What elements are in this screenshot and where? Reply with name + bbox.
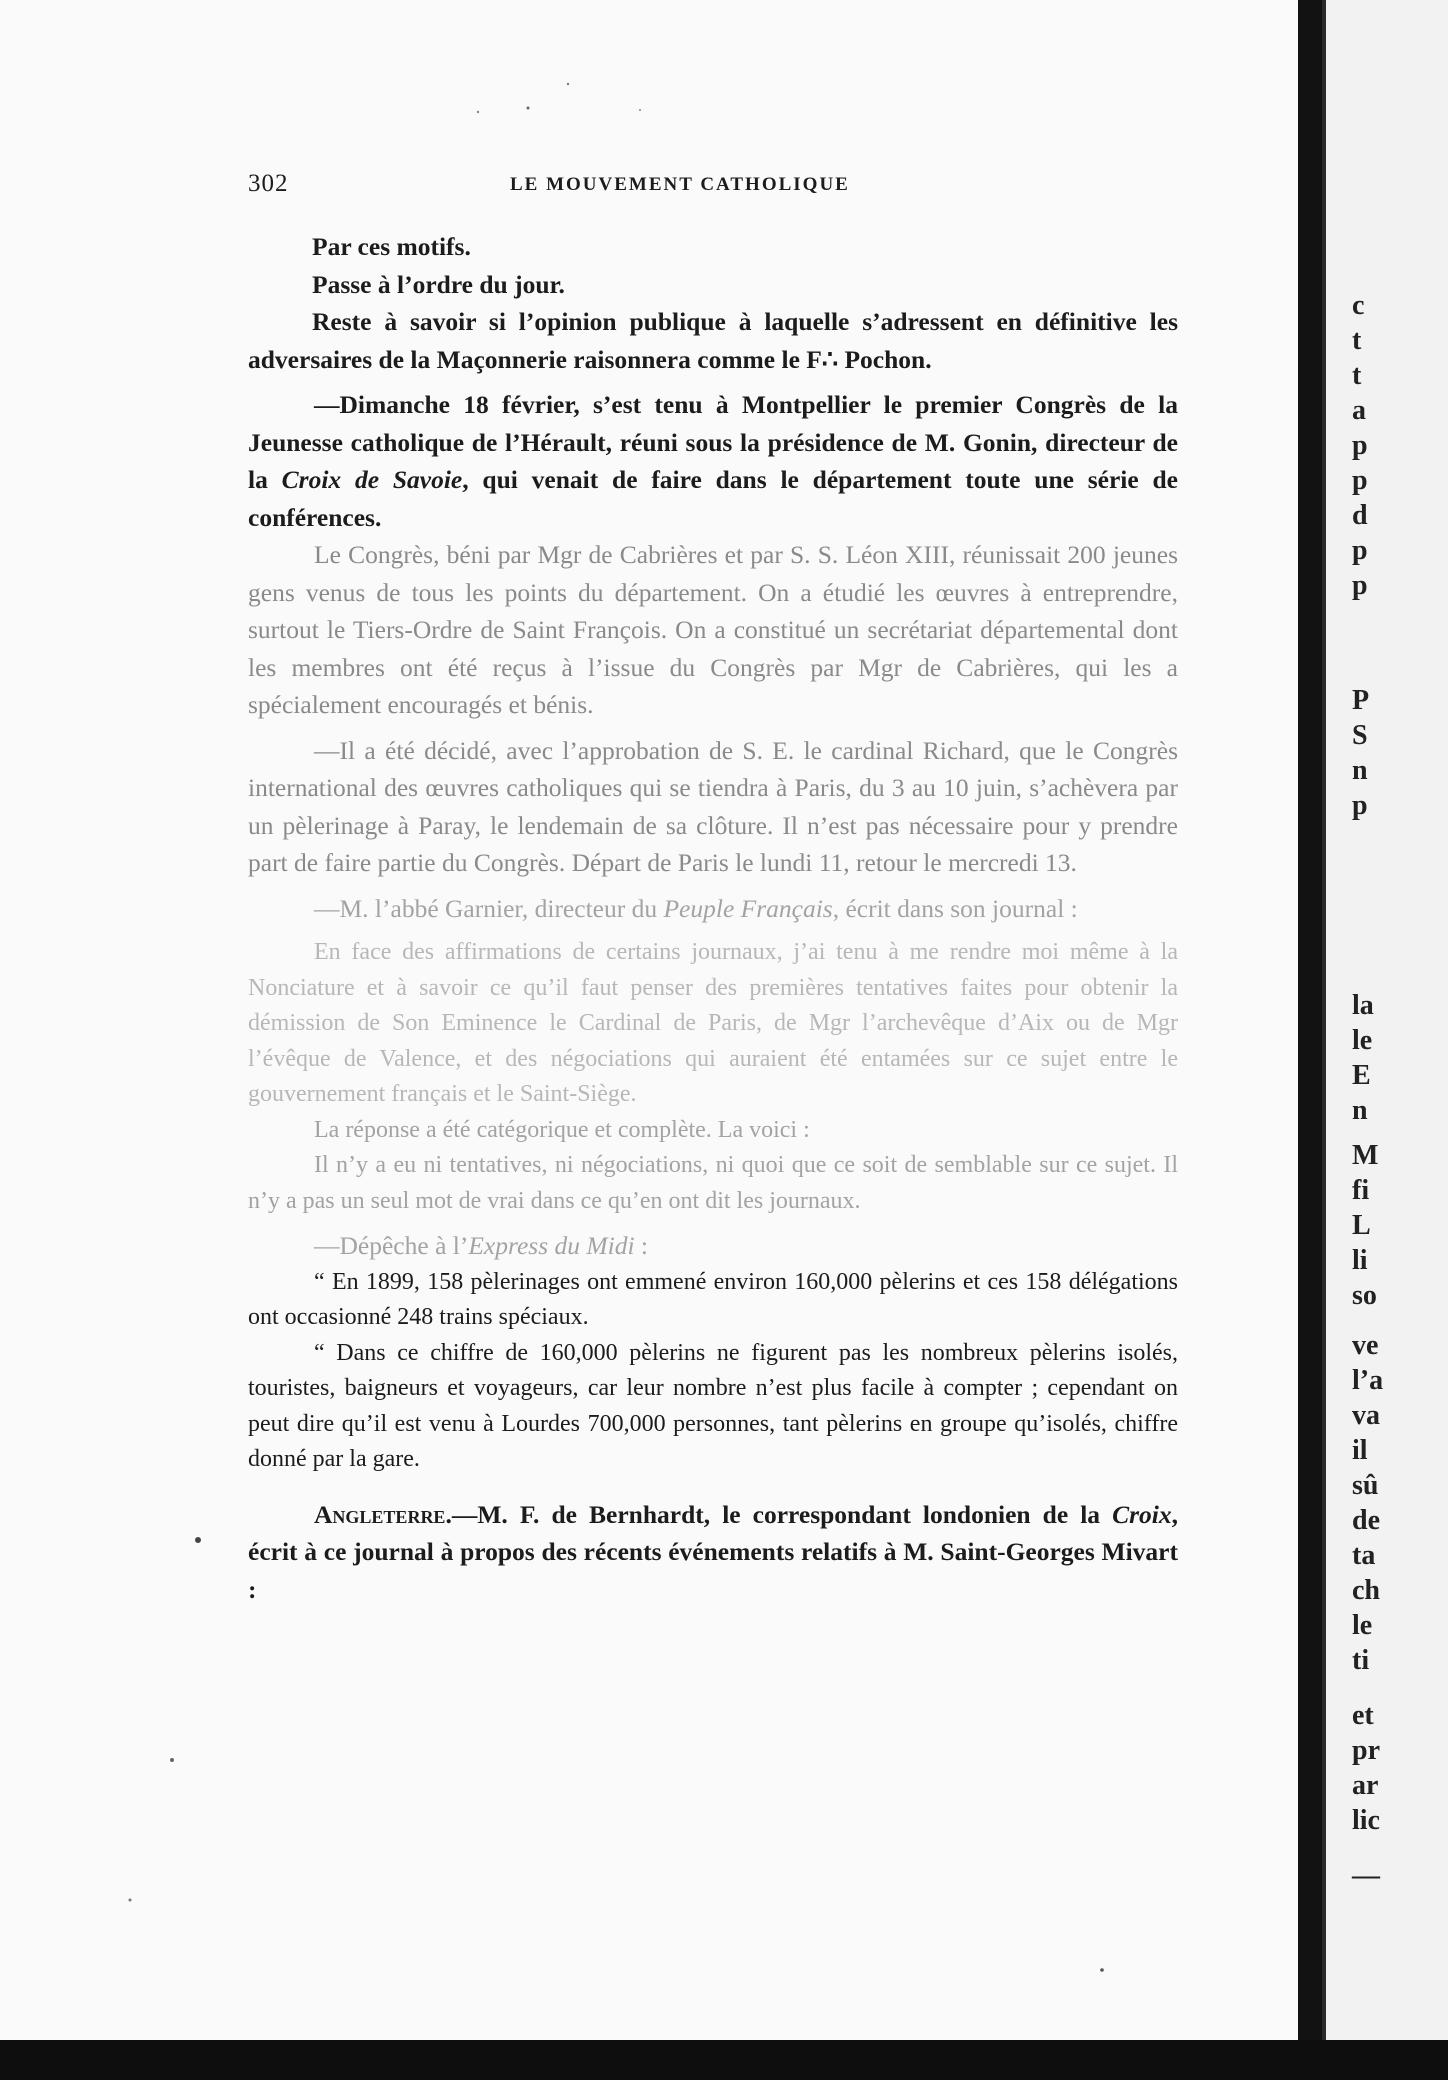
facing-page-fragment: sû: [1352, 1470, 1379, 1501]
text-run: , écrit à ce journal à propos des récents événements relatifs à M. Saint-Georges Mivart :: [248, 1499, 1178, 1604]
facing-page-fragment: p: [1352, 535, 1368, 566]
paragraph-angleterre: [248, 1496, 1178, 1609]
facing-page-fragment: d: [1352, 500, 1368, 531]
facing-page-fragment: —: [1352, 1860, 1380, 1891]
facing-page-fragment: le: [1352, 1025, 1373, 1056]
text-run-italic: Peuple Français: [663, 893, 833, 923]
text-run: :: [634, 1231, 649, 1260]
facing-page-fragment: n: [1352, 1095, 1368, 1126]
paragraph: Reste à savoir si l’opinion publique à laquelle s’adressent en définitive les adversaires de la Maçonnerie raisonnera comme le F∴ Pochon.: [248, 307, 1178, 374]
page-number: 302: [248, 170, 289, 197]
paragraph-depeche: [248, 1227, 1178, 1265]
text-run-italic: Express du Midi: [468, 1231, 635, 1260]
paragraph: Passe à l’ordre du jour.: [312, 269, 565, 299]
text-run-italic: Croix de Savoie: [281, 465, 463, 494]
speck: [1100, 1968, 1104, 1972]
scan-bottom-edge: [0, 2040, 1448, 2080]
facing-page-fragment: ti: [1352, 1645, 1370, 1676]
facing-page-fragment: ta: [1352, 1540, 1376, 1571]
page-header: [248, 170, 1178, 210]
facing-page-fragment: t: [1352, 360, 1362, 391]
quotation: “ En 1899, 158 pèlerinages ont emmené environ 160,000 pèlerins et ces 158 délégations ont occasionné 248 trains spéciaux.: [248, 1268, 1178, 1330]
facing-page-fragment: va: [1352, 1400, 1380, 1431]
quotation: “ Dans ce chiffre de 160,000 pèlerins ne figurent pas les nombreux pèlerins isolés, touristes, baigneurs et voyageurs, car leur nombre n’est plus facile à compter ; cependant on peut dire qu’il est venu à Lourdes 700,000 personnes, tant pèlerins en groupe qu’isolés, chiffre donné par la gare.: [248, 1339, 1178, 1472]
facing-page-fragment: li: [1352, 1245, 1368, 1276]
text-run: , qui venait de faire dans le département toute une série de conférences.: [248, 465, 1179, 532]
facing-page-fragment: E: [1352, 1060, 1371, 1091]
text-run: —M. l’abbé Garnier, directeur du: [314, 893, 664, 923]
quotation: La réponse a été catégorique et complète. La voici :: [314, 1116, 810, 1143]
facing-page-fragment: fi: [1352, 1175, 1370, 1206]
facing-page-fragment: S: [1352, 720, 1368, 751]
facing-page-fragment: la: [1352, 990, 1374, 1021]
facing-page-fragment: p: [1352, 465, 1368, 496]
speck: [195, 1537, 201, 1543]
speck: [639, 109, 641, 111]
paragraph: Le Congrès, béni par Mgr de Cabrières et par S. S. Léon XIII, réunissait 200 jeunes gens venus de tous les points du département. On a étudié les œuvres à entreprendre, surtout le Tiers-Ordre de Saint François. On a constitué un secrétariat départemental dont les membres ont été reçus à l’issue du Congrès par Mgr de Cabrières, qui les a spécialement encouragés et bénis.: [248, 540, 1178, 719]
book-gutter: [1298, 0, 1322, 2080]
facing-page-fragment: M: [1352, 1140, 1379, 1171]
speck: [527, 107, 530, 110]
facing-page-fragment: p: [1352, 430, 1368, 461]
paragraph-abbe-garnier: [248, 890, 1178, 928]
facing-page-fragment: lic: [1352, 1805, 1380, 1836]
speck: [170, 1758, 174, 1762]
facing-page-fragment: et: [1352, 1700, 1374, 1731]
running-title: LE MOUVEMENT CATHOLIQUE: [510, 174, 850, 195]
facing-page-fragment: P: [1352, 685, 1370, 716]
quotation: Il n’y a eu ni tentatives, ni négociations, ni quoi que ce soit de semblable sur ce sujet. Il n’y a pas un seul mot de vrai dans ce qu’en ont dit les journaux.: [248, 1152, 1178, 1214]
text-run: —Dimanche 18 février, s’est tenu à Montpellier le premier Congrès de la Jeunesse catholique de l’Hérault, réuni sous la présidence de M. Gonin, directeur de la: [248, 390, 1178, 494]
facing-page-fragment: c: [1352, 290, 1365, 321]
facing-page-fragment: le: [1352, 1610, 1373, 1641]
facing-page-fragment: ch: [1352, 1575, 1380, 1606]
facing-page-fragment: il: [1352, 1435, 1368, 1466]
facing-page-fragment: p: [1352, 570, 1368, 601]
facing-page-fragment: ve: [1352, 1330, 1379, 1361]
adjacent-page-edge: [1322, 0, 1448, 2080]
quotation: En face des affirmations de certains journaux, j’ai tenu à me rendre moi même à la Nonciature et à savoir ce qu’il faut penser des premières tentatives faites pour obtenir la démission de Son Eminence le Cardinal de Paris, de Mgr l’archevêque d’Aix ou de Mgr l’évêque de Valence, et des négociations qui auraient été entamées sur ce sujet entre le gouvernement français et le Saint-Siège.: [248, 939, 1178, 1107]
paragraph: Par ces motifs.: [312, 232, 471, 261]
facing-page-fragment: ar: [1352, 1770, 1379, 1801]
text-run-italic: Croix: [1112, 1499, 1172, 1529]
text-run: —Dépêche à l’: [314, 1231, 469, 1260]
facing-page-fragment: L: [1352, 1210, 1371, 1241]
speck: [477, 111, 479, 113]
facing-page-fragment: n: [1352, 755, 1368, 786]
facing-page-fragment: de: [1352, 1505, 1380, 1536]
paragraph-congres-montpellier: [248, 386, 1178, 536]
speck: [567, 83, 569, 85]
section-heading: Angleterre.: [314, 1499, 452, 1529]
facing-page-fragment: so: [1352, 1280, 1377, 1311]
facing-page-fragment: l’a: [1352, 1365, 1384, 1396]
facing-page-fragment: pr: [1352, 1735, 1380, 1766]
facing-page-fragment: p: [1352, 790, 1368, 821]
text-run: —M. F. de Bernhardt, le correspondant londonien de la: [451, 1499, 1113, 1529]
speck: [129, 1899, 132, 1902]
facing-page-fragment: t: [1352, 325, 1362, 356]
page-text: [248, 228, 1178, 1608]
facing-page-fragment: a: [1352, 395, 1366, 426]
text-run: , écrit dans son journal :: [832, 893, 1078, 923]
paragraph-congres-international: —Il a été décidé, avec l’approbation de S. E. le cardinal Richard, que le Congrès international des œuvres catholiques qui se tiendra à Paris, du 3 au 10 juin, s’achèvera par un pèlerinage à Paray, le lendemain de sa clôture. Il n’est pas nécessaire pour y prendre part de faire partie du Congrès. Départ de Paris le lundi 11, retour le mercredi 13.: [248, 735, 1178, 877]
